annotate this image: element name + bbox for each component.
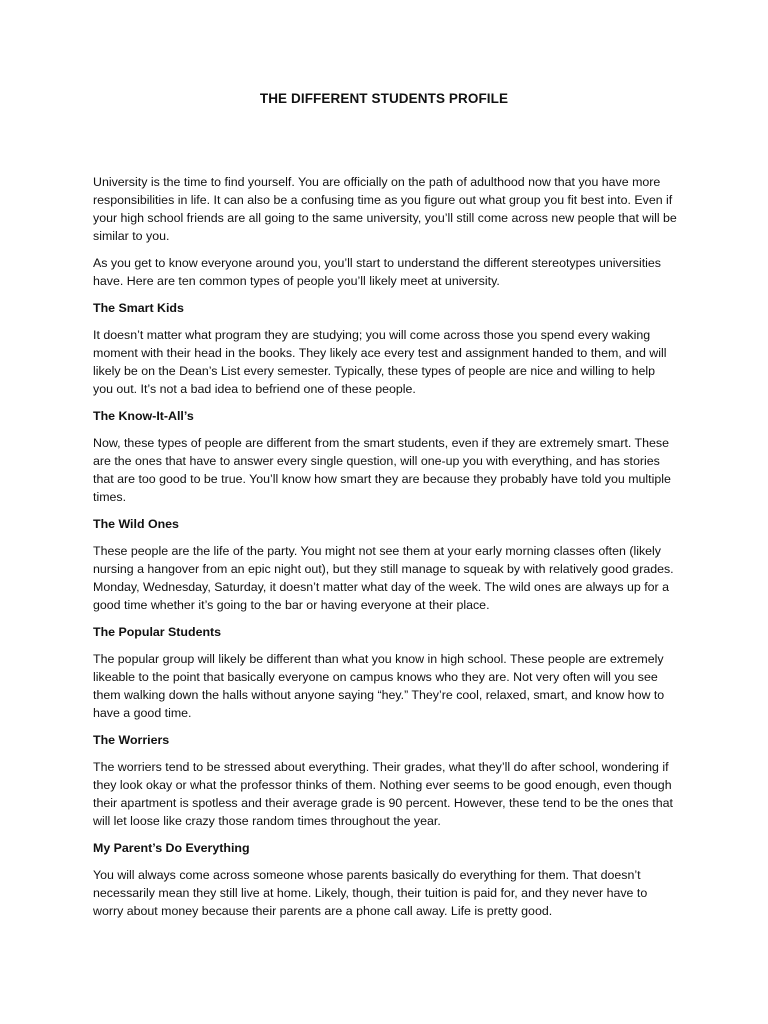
- section-body-know-it-alls: Now, these types of people are different from the smart students, even if they are extremely smart. These are the ones that have to answer every single question, will one-up you with everything, and has stories that are too good to be true. You’ll know how smart they are because they probably have told you multiple times.: [93, 436, 671, 504]
- section-heading-worriers: The Worriers: [93, 733, 170, 747]
- section-heading-popular-students: The Popular Students: [93, 625, 222, 639]
- intro-paragraph-2: As you get to know everyone around you, you’ll start to understand the different stereotypes universities have. Here are ten common types of people you’ll likely meet at university.: [93, 256, 662, 288]
- section-heading-smart-kids: The Smart Kids: [93, 301, 184, 315]
- section-body-popular-students: The popular group will likely be different than what you know in high school. These people are extremely likeable to the point that basically everyone on campus knows who they are. Not very often will you see them walking down the halls without anyone saying “hey.” They’re cool, relaxed, smart, and know how to have a good time.: [93, 652, 665, 720]
- section-heading-parents-do-everything: My Parent’s Do Everything: [93, 841, 250, 855]
- section-heading-know-it-alls: The Know-It-All’s: [93, 409, 194, 423]
- document-title: THE DIFFERENT STUDENTS PROFILE: [259, 91, 509, 106]
- intro-paragraph-1: University is the time to find yourself. You are officially on the path of adulthood now that you have more responsibilities in life. It can also be a confusing time as you figure out what group you fit best into. Even if your high school friends are all going to the same university, you’ll still come across new people that will be similar to you.: [93, 175, 677, 243]
- document-body: [93, 173, 678, 929]
- section-body-smart-kids: It doesn’t matter what program they are studying; you will come across those you spend every waking moment with their head in the books. They likely ace every test and assignment handed to them, and will likely be on the Dean’s List every semester. Typically, these types of people are nice and willing to help you out. It’s not a bad idea to befriend one of these people.: [93, 328, 667, 396]
- section-heading-wild-ones: The Wild Ones: [93, 517, 179, 531]
- section-body-worriers: The worriers tend to be stressed about everything. Their grades, what they’ll do after school, wondering if they look okay or what the professor thinks of them. Nothing ever seems to be good enough, even though their apartment is spotless and their average grade is 90 percent. However, these tend to be the ones that will let loose like crazy those random times throughout the year.: [93, 760, 673, 828]
- section-body-parents-do-everything: You will always come across someone whose parents basically do everything for them. That doesn’t necessarily mean they still live at home. Likely, though, their tuition is paid for, and they never have to worry about money because their parents are a phone call away. Life is pretty good.: [93, 868, 648, 918]
- section-body-wild-ones: These people are the life of the party. You might not see them at your early morning classes often (likely nursing a hangover from an epic night out), but they still manage to squeak by with relatively good grades. Monday, Wednesday, Saturday, it doesn’t matter what day of the week. The wild ones are always up for a good time whether it’s going to the bar or having everyone at their place.: [93, 544, 674, 612]
